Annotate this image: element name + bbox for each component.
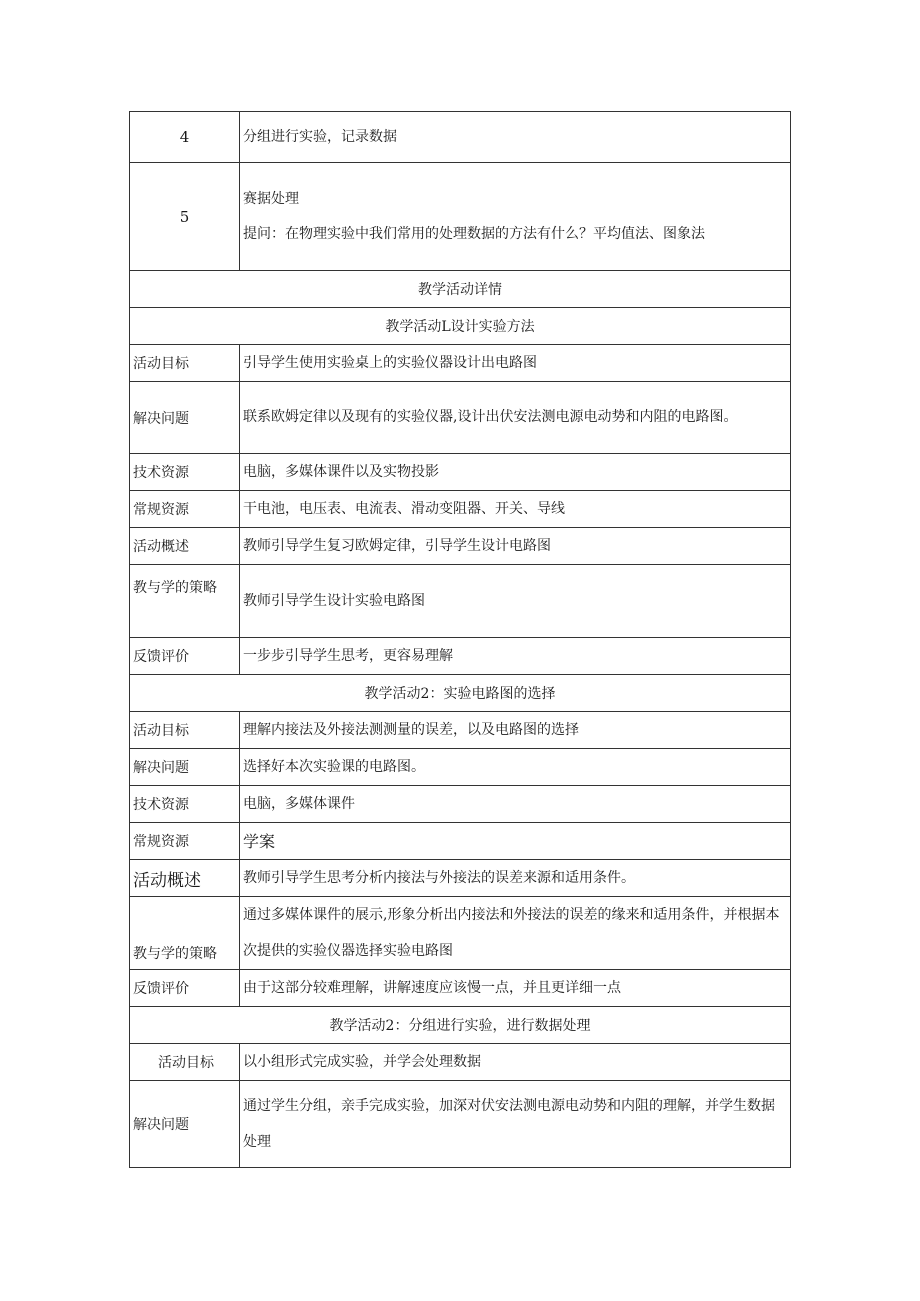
activity-title: 教学活动2：实验电路图的选择 [130, 675, 791, 712]
row-label: 技术资源 [130, 454, 240, 491]
row-label: 常规资源 [130, 823, 240, 860]
lesson-plan-table [129, 111, 791, 1168]
table-row [130, 970, 791, 1007]
row-value: 干电池，电压表、电流表、滑动变阻器、开关、导线 [240, 491, 791, 528]
row-label: 活动目标 [130, 345, 240, 382]
row-label: 活动概述 [130, 528, 240, 565]
table-row [130, 786, 791, 823]
row-value: 教师引导学生复习欧姆定律，引导学生设计电路图 [240, 528, 791, 565]
row-label: 解决问题 [130, 749, 240, 786]
row-value: 电脑，多媒体课件以及实物投影 [240, 454, 791, 491]
step-text [240, 163, 791, 271]
table-row [130, 382, 791, 454]
row-label: 反馈评价 [130, 638, 240, 675]
row-label: 活动目标 [130, 1044, 240, 1081]
row-label: 反馈评价 [130, 970, 240, 1007]
row-value: 引导学生使用实验桌上的实验仪器设计出电路图 [240, 345, 791, 382]
row-label: 解决问题 [130, 382, 240, 454]
row-value: 以小组形式完成实验，并学会处理数据 [240, 1044, 791, 1081]
table-row [130, 528, 791, 565]
row-value: 教师引导学生思考分析内接法与外接法的误差来源和适用条件。 [240, 860, 791, 897]
section-title: 教学活动详情 [130, 271, 791, 308]
table-row [130, 823, 791, 860]
table-row [130, 638, 791, 675]
row-label: 教与学的策略 [130, 897, 240, 970]
row-value: 联系欧姆定律以及现有的实验仪器,设计出伏安法测电源电动势和内阻的电路图。 [240, 382, 791, 454]
row-label: 活动概述 [130, 860, 240, 897]
step-text: 分组进行实验，记录数据 [240, 112, 791, 163]
step-line: 提问：在物理实验中我们常用的处理数据的方法有什么？平均值法、图象法 [243, 225, 705, 242]
row-value: 一步步引导学生思考，更容易理解 [240, 638, 791, 675]
table-row [130, 565, 791, 638]
step-number: 4 [130, 112, 240, 163]
table-row [130, 712, 791, 749]
row-label: 技术资源 [130, 786, 240, 823]
table-row [130, 345, 791, 382]
row-value: 选择好本次实验课的电路图。 [240, 749, 791, 786]
row-value: 教师引导学生设计实验电路图 [240, 565, 791, 638]
step-row [130, 112, 791, 163]
row-label: 解决问题 [130, 1081, 240, 1168]
row-value: 通过学生分组，亲手完成实验，加深对伏安法测电源电动势和内阻的理解，并学生数据处理 [240, 1081, 791, 1168]
row-label: 常规资源 [130, 491, 240, 528]
table-row [130, 454, 791, 491]
step-line: 赛据处理 [243, 190, 299, 207]
activity-title: 教学活动2：分组进行实验，进行数据处理 [130, 1007, 791, 1044]
step-number: 5 [130, 163, 240, 271]
table-row [130, 860, 791, 897]
row-value: 电脑，多媒体课件 [240, 786, 791, 823]
table-row [130, 491, 791, 528]
row-label: 活动目标 [130, 712, 240, 749]
row-label: 教与学的策略 [130, 565, 240, 638]
table-row [130, 749, 791, 786]
table-row [130, 1044, 791, 1081]
activity-title: 教学活动L设计实验方法 [130, 308, 791, 345]
row-value: 学案 [240, 823, 791, 860]
table-row [130, 897, 791, 970]
step-row [130, 163, 791, 271]
table-row [130, 1081, 791, 1168]
row-value: 通过多媒体课件的展示,形象分析出内接法和外接法的误差的缘来和适用条件，并根据本次提供的实验仪器选择实验电路图 [240, 897, 791, 970]
row-value: 理解内接法及外接法测测量的误差，以及电路图的选择 [240, 712, 791, 749]
row-value: 由于这部分较难理解，讲解速度应该慢一点，并且更详细一点 [240, 970, 791, 1007]
